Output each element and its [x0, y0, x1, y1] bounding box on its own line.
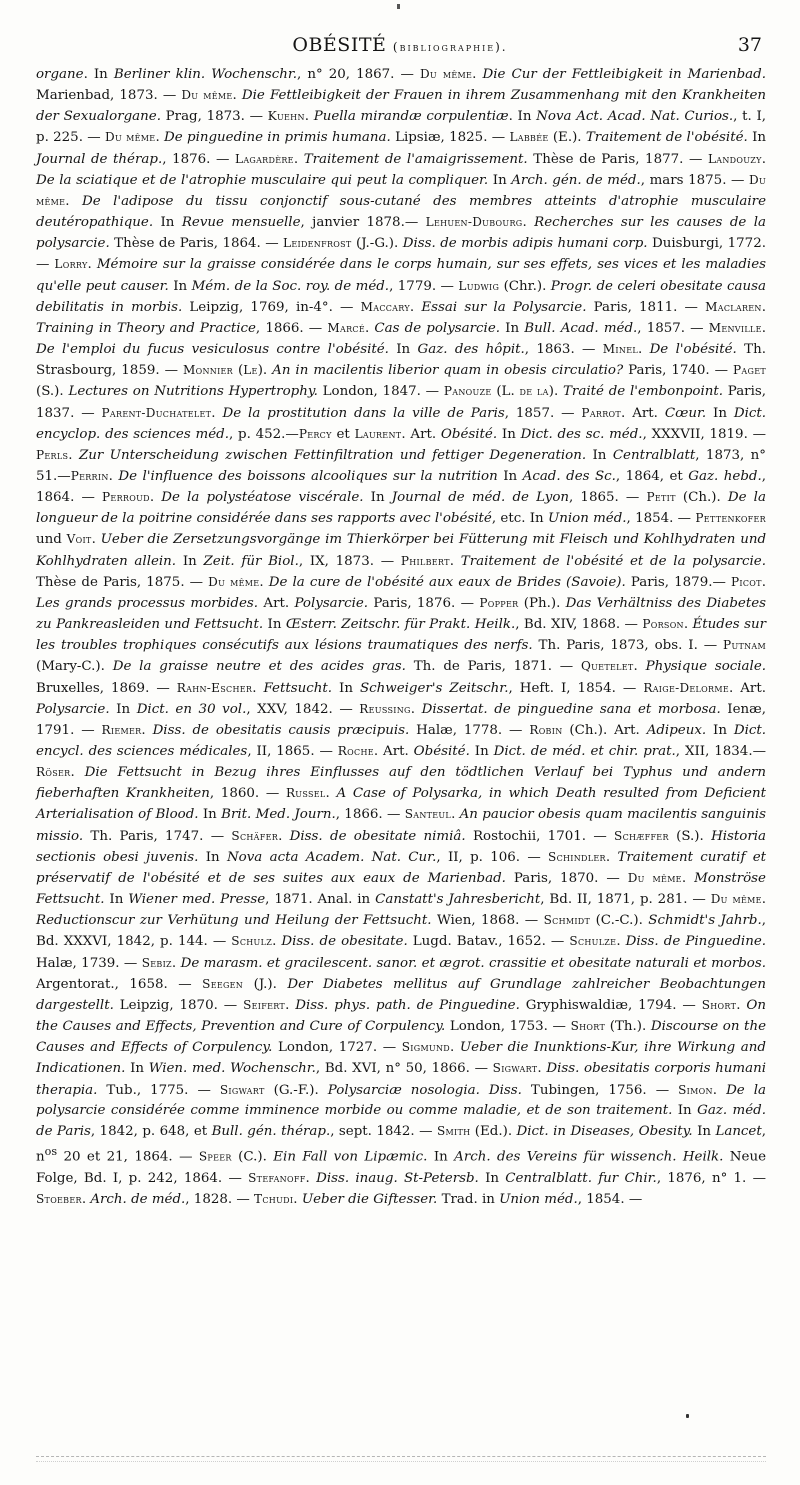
page-number: 37 [737, 34, 762, 56]
running-title [36, 34, 764, 56]
running-title-main: OBÉSITÉ [292, 34, 387, 56]
print-mark [397, 4, 400, 9]
bibliography-paragraph: organe. In Berliner klin. Wochenschr., n° 20, 1867. — Du même. Die Cur der Fettleibigkeit in Marienbad. Marienbad, 1873. — Du même. Die Fettleibigkeit der Frauen in ihrem Zusammenhang mit den Krankheiten der Sexualorgane. Prag, 1873. — Kuehn. Puella mirandæ corpulentiæ. In Nova Act. Acad. Nat. Curios., t. I, p. 225. — Du même. De pinguedine in primis humana. Lipsiæ, 1825. — Labbée (E.). Traitement de l'obésité. In Journal de thérap., 1876. — Lagardère. Traitement de l'amaigrissement. Thèse de Paris, 1877. — Landouzy. De la sciatique et de l'atrophie musculaire qui peut la compliquer. In Arch. gén. de méd., mars 1875. — Du même. De l'adipose du tissu conjonctif sous-cutané des membres atteints d'atrophie musculaire deutéropathique. In Revue mensuelle, janvier 1878.— Lehuen-Dubourg. Recherches sur les causes de la polysarcie. Thèse de Paris, 1864. — Leidenfrost (J.-G.). Diss. de morbis adipis humani corp. Duisburgi, 1772. — Lorry. Mémoire sur la graisse considérée dans le corps humain, sur ses effets, ses vices et les maladies qu'elle peut causer. In Mém. de la Soc. roy. de méd., 1779. — Ludwig (Chr.). Progr. de celeri obesitate causa debilitatis in morbis. Leipzig, 1769, in-4°. — Maccary. Essai sur la Polysarcie. Paris, 1811. — Maclaren. Training in Theory and Practice, 1866. — Marcé. Cas de polysarcie. In Bull. Acad. méd., 1857. — Menville. De l'emploi du fucus vesiculosus contre l'obésité. In Gaz. des hôpit., 1863. — Minel. De l'obésité. Th. Strasbourg, 1859. — Monnier (Le). An in macilentis liberior quam in obesis circulatio? Paris, 1740. — Paget (S.). Lectures on Nutritions Hypertrophy. London, 1847. — Panouze (L. de la). Traité de l'embonpoint. Paris, 1837. — Parent-Duchatelet. De la prostitution dans la ville de Paris, 1857. — Parrot. Art. Cœur. In Dict. encyclop. des sciences méd., p. 452.—Percy et Laurent. Art. Obésité. In Dict. des sc. méd., XXXVII, 1819. — Perls. Zur Unterscheidung zwischen Fettinfiltration und fettiger Degeneration. In Centralblatt, 1873, n° 51.—Perrin. De l'influence des boissons alcooliques sur la nutrition In Acad. des Sc., 1864, et Gaz. hebd., 1864. — Perroud. De la polystéatose viscérale. In Journal de méd. de Lyon, 1865. — Petit (Ch.). De la longueur de la poitrine considérée dans ses rapports avec l'obésité, etc. In Union méd., 1854. — Pettenkofer und Voit. Ueber die Zersetzungsvorgänge im Thierkörper bei Fütterung mit Fleisch und Kohlhydraten und Kohlhydraten allein. In Zeit. für Biol., IX, 1873. — Philbert. Traitement de l'obésité et de la polysarcie. Thèse de Paris, 1875. — Du même. De la cure de l'obésité aux eaux de Brides (Savoie). Paris, 1879.— Picot. Les grands processus morbides. Art. Polysarcie. Paris, 1876. — Popper (Ph.). Das Verhältniss des Diabetes zu Pankreasleiden und Fettsucht. In Œsterr. Zeitschr. für Prakt. Heilk., Bd. XIV, 1868. — Porson. Études sur les troubles trophiques consécutifs aux lésions traumatiques des nerfs. Th. Paris, 1873, obs. I. — Putnam (Mary-C.). De la graisse neutre et des acides gras. Th. de Paris, 1871. — Quetelet. Physique sociale. Bruxelles, 1869. — Rahn-Escher. Fettsucht. In Schweiger's Zeitschr., Heft. I, 1854. — Raige-Delorme. Art. Polysarcie. In Dict. en 30 vol., XXV, 1842. — Reussing. Dissertat. de pinguedine sana et morbosa. Ienæ, 1791. — Riemer. Diss. de obesitatis causis præcipuis. Halæ, 1778. — Robin (Ch.). Art. Adipeux. In Dict. encycl. des sciences médicales, II, 1865. — Roche. Art. Obésité. In Dict. de méd. et chir. prat., XII, 1834.— Röser. Die Fettsucht in Bezug ihres Einflusses auf den tödtlichen Verlauf bei Typhus und andern fieberhaften Krankheiten, 1860. — Russel. A Case of Polysarka, in which Death resulted from Deficient Arterialisation of Blood. In Brit. Med. Journ., 1866. — Santeul. An paucior obesis quam macilentis sanguinis missio. Th. Paris, 1747. — Schäfer. Diss. de obesitate nimiâ. Rostochii, 1701. — Schæffer (S.). Historia sectionis obesi juvenis. In Nova acta Academ. Nat. Cur., II, p. 106. — Schindler. Traitement curatif et préservatif de l'obésité et de ses suites aux eaux de Marienbad. Paris, 1870. — Du même. Monströse Fettsucht. In Wiener med. Presse, 1871. Anal. in Canstatt's Jahresbericht, Bd. II, 1871, p. 281. — Du même. Reductionscur zur Verhütung und Heilung der Fettsucht. Wien, 1868. — Schmidt (C.-C.). Schmidt's Jahrb., Bd. XXXVI, 1842, p. 144. — Schulz. Diss. de obesitate. Lugd. Batav., 1652. — Schulze. Diss. de Pinguedine. Halæ, 1739. — Sebiz. De marasm. et gracilescent. sanor. et ægrot. crassitie et obesitate naturali et morbos. Argentorat., 1658. — Seegen (J.). Der Diabetes mellitus auf Grundlage zahlreicher Beobachtungen dargestellt. Leipzig, 1870. — Seifert. Diss. phys. path. de Pinguedine. Gryphiswaldiæ, 1794. — Short. On the Causes and Effects, Prevention and Cure of Corpulency. London, 1753. — Short (Th.). Discourse on the Causes and Effects of Corpulency. London, 1727. — Sigmund. Ueber die Inunktions-Kur, ihre Wirkung and Indicationen. In Wien. med. Wochenschr., Bd. XVI, n° 50, 1866. — Sigwart. Diss. obesitatis corporis humani therapia. Tub., 1775. — Sigwart (G.-F.). Polysarciæ nosologia. Diss. Tubingen, 1756. — Simon. De la polysarcie considérée comme imminence morbide ou comme maladie, et de son traitement. In Gaz. méd. de Paris, 1842, p. 648, et Bull. gén. thérap., sept. 1842. — Smith (Ed.). Dict. in Diseases, Obesity. In Lancet, $n^{os}$ 20 et 21, 1864. — Speer (C.). Ein Fall von Lipæmic. In Arch. des Vereins für wissench. Heilk. Neue Folge, Bd. I, p. 242, 1864. — Stefanoff. Diss. inaug. St-Petersb. In Centralblatt. fur Chir., 1876, n° 1. — Stoeber. Arch. de méd., 1828. — Tchudi. Ueber die Giftesser. Trad. in Union méd., 1854. — [36, 67, 767, 1207]
bibliography-text [36, 64, 766, 1210]
footer-rule [36, 1456, 766, 1462]
stray-mark [686, 1414, 689, 1418]
running-header [36, 34, 764, 58]
running-title-sub: (bibliographie). [392, 40, 508, 54]
